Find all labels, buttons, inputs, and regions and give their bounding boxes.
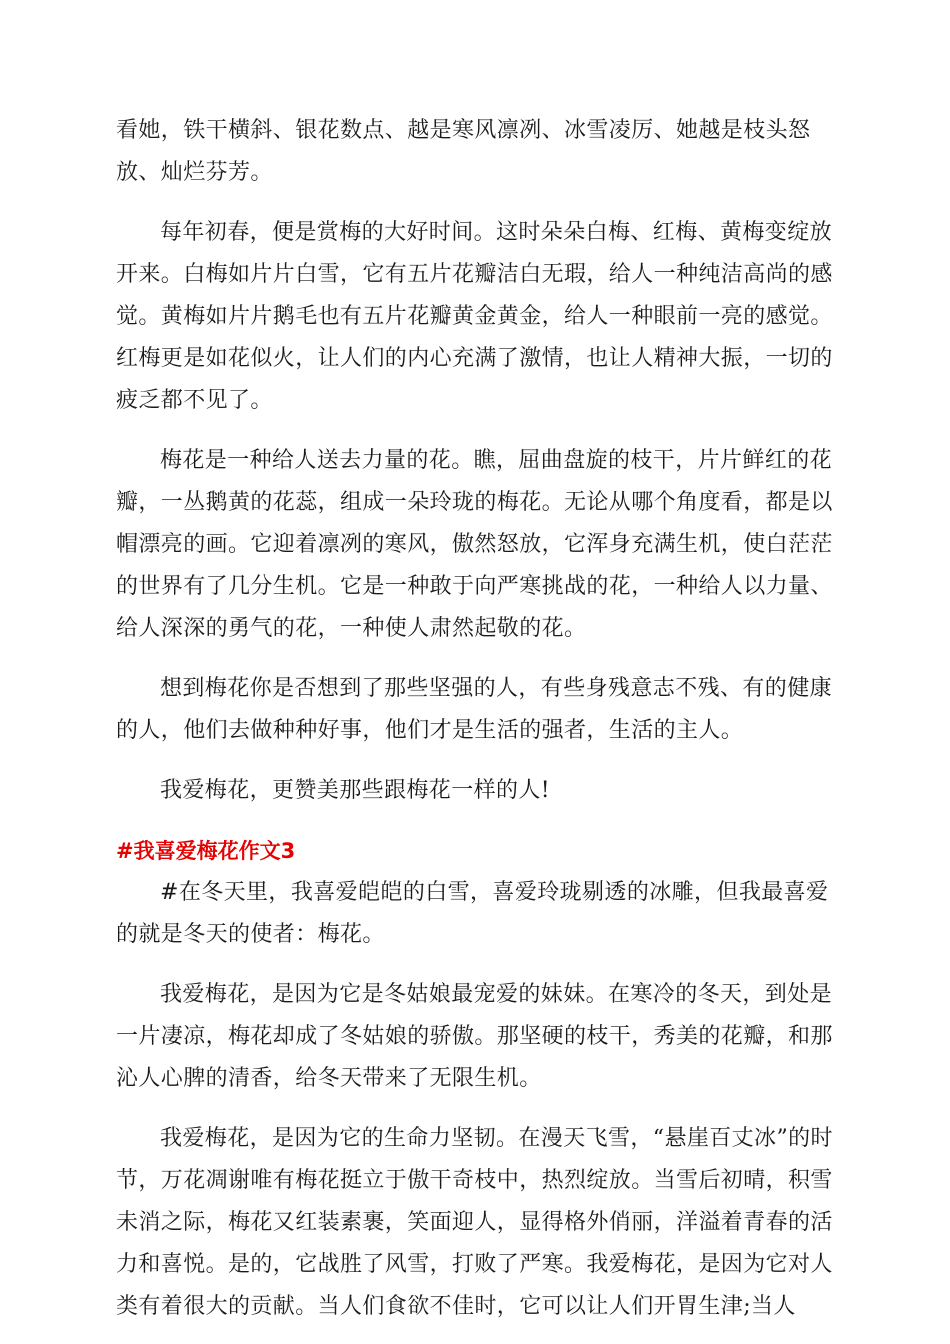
paragraph-gap (116, 956, 834, 974)
paragraph-gap (116, 1100, 834, 1118)
paragraph-winter-intro: #在冬天里，我喜爱皑皑的白雪，喜爱玲珑剔透的冰雕，但我最喜爱的就是冬天的使者：梅花。 (116, 880, 829, 947)
document-body (116, 110, 834, 1328)
paragraph-continuation: 看她，铁干横斜、银花数点、越是寒风凛冽、冰雪凌厉、她越是枝头怒放、灿烂芬芳。 (116, 118, 811, 185)
paragraph-gap (116, 422, 834, 440)
paragraph-gap (116, 650, 834, 668)
paragraph-strong-people: 想到梅花你是否想到了那些坚强的人，有些身残意志不残、有的健康的人，他们去做种种好事，他们才是生活的强者，生活的主人。 (116, 676, 833, 743)
paragraph-early-spring: 每年初春，便是赏梅的大好时间。这时朵朵白梅、红梅、黄梅变绽放开来。白梅如片片白雪，它有五片花瓣洁白无瑕，给人一种纯洁高尚的感觉。黄梅如片片鹅毛也有五片花瓣黄金黄金，给人一种眼前一亮的感觉。红梅更是如花似火，让人们的内心充满了激情，也让人精神大振，一切的疲乏都不见了。 (116, 220, 833, 413)
paragraph-gap (116, 194, 834, 212)
paragraph-strength: 梅花是一种给人送去力量的花。瞧，屈曲盘旋的枝干，片片鲜红的花瓣，一丛鹅黄的花蕊，组成一朵玲珑的梅花。无论从哪个角度看，都是以帽漂亮的画。它迎着凛冽的寒风，傲然怒放，它浑身充满生机，使白茫茫的世界有了几分生机。它是一种敢于向严寒挑战的花，一种给人以力量、给人深深的勇气的花，一种使人肃然起敬的花。 (116, 448, 833, 641)
paragraph-vitality: 我爱梅花，是因为它的生命力坚韧。在漫天飞雪，“悬崖百丈冰”的时节，万花凋谢唯有梅花挺立于傲干奇枝中，热烈绽放。当雪后初晴，积雪未消之际，梅花又红装素裹，笑面迎人，显得格外俏丽，洋溢着青春的活力和喜悦。是的，它战胜了风雪，打败了严寒。我爱梅花，是因为它对人类有着很大的贡献。当人们食欲不佳时，它可以让人们开胃生津;当人 (116, 1126, 833, 1319)
section-heading: #我喜爱梅花作文3 (116, 839, 296, 863)
paragraph-love-plum: 我爱梅花，更赞美那些跟梅花一样的人! (160, 778, 551, 803)
paragraph-gap (116, 752, 834, 770)
paragraph-winter-sister: 我爱梅花，是因为它是冬姑娘最宠爱的妹妹。在寒冷的冬天，到处是一片凄凉，梅花却成了冬姑娘的骄傲。那坚硬的枝干，秀美的花瓣，和那沁人心脾的清香，给冬天带来了无限生机。 (116, 982, 833, 1091)
paragraph-gap (116, 812, 834, 830)
